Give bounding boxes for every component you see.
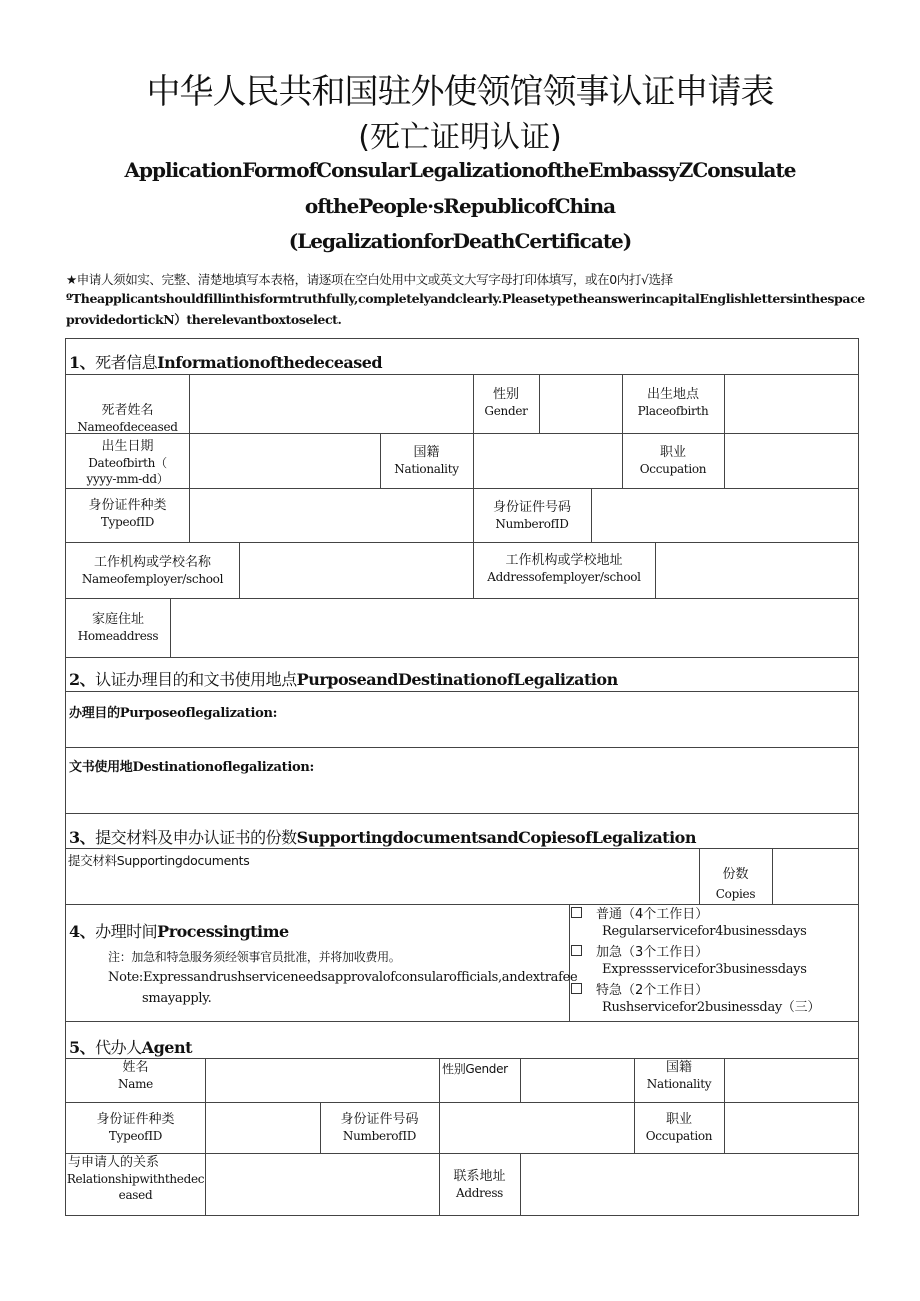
agent-relationship-input[interactable]: [208, 1159, 440, 1211]
employer-name-input[interactable]: [242, 549, 474, 595]
agent-address-label: 联系地址 Address: [453, 1169, 506, 1200]
section3-heading: 3、提交材料及申办认证书的份数SupportingdocumentsandCopiesofLegalization: [69, 828, 696, 847]
option-regular[interactable]: 普通（4个工作日） Regularservicefor4businessdays: [571, 906, 807, 940]
deceased-birthplace-label: 出生地点 Placeofbirth: [637, 387, 709, 418]
destination-input[interactable]: [69, 775, 858, 811]
section1-heading: 1、死者信息Informationofthedeceased: [69, 353, 383, 372]
agent-id-type-input[interactable]: [208, 1107, 321, 1149]
agent-occupation-input[interactable]: [727, 1107, 859, 1149]
agent-id-number-label: 身份证件号码 NumberofID: [340, 1112, 419, 1143]
deceased-nationality-label: 国籍 Nationality: [394, 445, 459, 476]
home-address-label: 家庭住址 Homeaddress: [77, 612, 159, 643]
deceased-dob-label: 出生日期 Dateofbirth（ yyyy-mm-dd）: [86, 439, 169, 486]
form-title-en-line2: ofthePeople·sRepublicofChina: [304, 194, 616, 218]
instructions-en-line2: providedortickN）therelevantboxtoselect.: [66, 312, 342, 327]
supporting-docs-input[interactable]: [69, 869, 699, 901]
destination-label: 文书使用地Destinationoflegalization:: [69, 760, 314, 775]
form-title-zh: 中华人民共和国驻外使领馆领事认证申请表: [146, 72, 774, 112]
deceased-name-label: 死者姓名 Nameofdeceased: [77, 403, 178, 434]
deceased-id-type-label: 身份证件种类 TypeofID: [88, 498, 167, 529]
purpose-input[interactable]: [69, 719, 858, 745]
agent-address-input[interactable]: [523, 1159, 859, 1211]
section5-heading: 5、代办人Agent: [69, 1038, 192, 1057]
agent-relationship-label: 与申请人的关系 Relationshipwiththedec eased: [66, 1155, 205, 1202]
deceased-occupation-input[interactable]: [727, 439, 859, 485]
deceased-occupation-label: 职业 Occupation: [639, 445, 707, 476]
deceased-nationality-input[interactable]: [476, 439, 623, 485]
section4-heading: 4、办理时间Processingtime: [69, 922, 289, 941]
regular-checkbox[interactable]: [571, 907, 582, 918]
form-subtitle-en: (LegalizationforDeathCertificate): [288, 229, 632, 253]
agent-nationality-label: 国籍 Nationality: [646, 1060, 712, 1091]
deceased-dob-input[interactable]: [192, 439, 381, 485]
deceased-id-number-label: 身份证件号码 NumberofID: [492, 500, 571, 531]
agent-id-type-label: 身份证件种类 TypeofID: [96, 1112, 175, 1143]
agent-name-label: 姓名 Name: [118, 1060, 153, 1091]
copies-input[interactable]: [775, 854, 859, 900]
instructions-en-line1: ºTheapplicantshouldfillinthisformtruthfully,completelyandclearly.PleasetypetheanswerincapitalEnglishlettersinthespace: [66, 291, 865, 306]
option-rush[interactable]: 特急（2个工作日） Rushservicefor2businessday（三）: [571, 982, 820, 1016]
agent-gender-label: 性别Gender: [442, 1062, 508, 1076]
employer-address-label: 工作机构或学校地址 Addressofemployer/school: [487, 553, 641, 584]
deceased-gender-label: 性别 Gender: [484, 387, 528, 418]
express-checkbox[interactable]: [571, 945, 582, 956]
home-address-input[interactable]: [173, 605, 859, 653]
deceased-name-input[interactable]: [192, 384, 474, 430]
section2-heading: 2、认证办理目的和文书使用地点PurposeandDestinationofLegalization: [69, 670, 618, 689]
option-express[interactable]: 加急（3个工作日） Expressservicefor3businessdays: [571, 944, 807, 978]
processing-note-zh: 注：加急和特急服务须经领事官员批准，并将加收费用。: [108, 950, 401, 964]
deceased-birthplace-input[interactable]: [727, 384, 859, 430]
agent-gender-input[interactable]: [523, 1063, 635, 1099]
deceased-id-type-input[interactable]: [192, 494, 474, 540]
agent-id-number-input[interactable]: [442, 1107, 635, 1149]
purpose-label: 办理目的Purposeoflegalization:: [69, 706, 278, 721]
copies-label: 份数 Copies: [715, 867, 756, 901]
supporting-docs-label: 提交材料Supportingdocuments: [68, 853, 250, 868]
form-subtitle-zh: (死亡证明认证): [358, 120, 562, 155]
agent-name-input[interactable]: [208, 1063, 440, 1099]
agent-nationality-input[interactable]: [727, 1063, 859, 1099]
deceased-gender-input[interactable]: [542, 384, 623, 430]
instructions-zh: ★申请人须如实、完整、清楚地填写本表格，请逐项在空白处用中文或英文大写字母打印体填写，或在0内打√选择: [66, 272, 673, 287]
agent-occupation-label: 职业 Occupation: [645, 1112, 713, 1143]
form-title-en-line1: ApplicationFormofConsularLegalizationoftheEmbassyZConsulate: [124, 158, 796, 182]
processing-note-en-line1: Note:Expressandrushserviceneedsapprovalofconsularofficials,andextrafee: [108, 970, 578, 985]
application-form: [65, 338, 859, 1216]
processing-note-en-line2: smayapply.: [142, 991, 212, 1006]
deceased-id-number-input[interactable]: [594, 494, 859, 540]
rush-checkbox[interactable]: [571, 983, 582, 994]
employer-name-label: 工作机构或学校名称 Nameofemployer/school: [81, 555, 224, 586]
employer-address-input[interactable]: [658, 549, 859, 595]
